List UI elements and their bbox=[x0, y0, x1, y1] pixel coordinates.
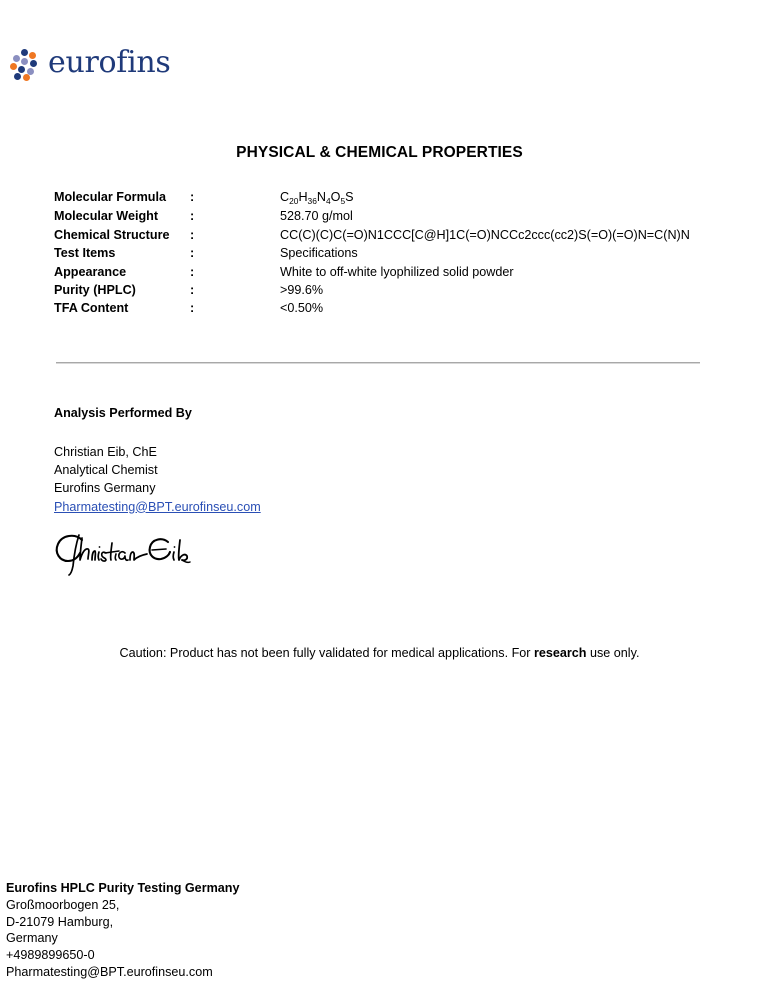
property-separator: : bbox=[190, 209, 195, 224]
property-separator: : bbox=[190, 301, 195, 316]
analysis-details bbox=[54, 443, 261, 516]
eurofins-dots-icon bbox=[10, 49, 42, 81]
table-row bbox=[54, 244, 744, 262]
eurofins-wordmark: eurofins bbox=[48, 45, 171, 80]
section-divider bbox=[56, 362, 700, 364]
property-label: Molecular Formula bbox=[54, 190, 166, 204]
property-value-molecular-formula bbox=[280, 188, 744, 207]
property-label: Appearance bbox=[54, 264, 127, 279]
analyst-email-line bbox=[54, 498, 261, 516]
table-row bbox=[54, 226, 744, 244]
table-row bbox=[54, 188, 744, 207]
property-value-purity: >99.6% bbox=[280, 283, 324, 298]
analyst-organization: Eurofins Germany bbox=[54, 481, 156, 496]
signature-strokes-icon bbox=[52, 530, 192, 578]
property-value-chemical-structure: CC(C)(C)C(=O)N1CCC[C@H]1C(=O)NCCc2ccc(cc2)S(=O)(=O)N=C(N)N bbox=[280, 227, 690, 242]
caution-emphasis: research bbox=[533, 646, 587, 660]
formula-text: $C_{20}H_{36}N_4O_5S$ bbox=[280, 190, 354, 206]
caution-notice bbox=[0, 646, 759, 660]
property-label: Test Items bbox=[54, 246, 116, 261]
analyst-role: Analytical Chemist bbox=[54, 463, 158, 478]
analysis-heading: Analysis Performed By bbox=[54, 406, 192, 420]
signature-image bbox=[52, 530, 192, 578]
footer-country: Germany bbox=[6, 931, 58, 946]
caution-suffix: use only. bbox=[586, 646, 640, 660]
property-separator: : bbox=[190, 227, 195, 242]
analyst-email-link[interactable]: Pharmatesting@BPT.eurofinseu.com bbox=[54, 499, 261, 514]
footer-email: Pharmatesting@BPT.eurofinseu.com bbox=[6, 964, 213, 979]
property-separator: : bbox=[190, 190, 195, 204]
footer-company-name: Eurofins HPLC Purity Testing Germany bbox=[6, 881, 240, 895]
property-label: Molecular Weight bbox=[54, 209, 159, 224]
property-value-molecular-weight: 528.70 g/mol bbox=[280, 209, 353, 224]
footer-street: Großmoorbogen 25, bbox=[6, 897, 120, 912]
table-row bbox=[54, 299, 744, 317]
analyst-name: Christian Eib, ChE bbox=[54, 445, 157, 459]
footer-address-block bbox=[6, 880, 240, 981]
property-separator: : bbox=[190, 264, 195, 279]
table-row bbox=[54, 207, 744, 225]
page-title: PHYSICAL & CHEMICAL PROPERTIES bbox=[236, 144, 523, 161]
property-label: Chemical Structure bbox=[54, 227, 170, 242]
property-separator: : bbox=[190, 283, 195, 298]
property-label: TFA Content bbox=[54, 301, 129, 316]
footer-city: D-21079 Hamburg, bbox=[6, 914, 114, 929]
eurofins-logo bbox=[10, 45, 171, 81]
properties-table bbox=[54, 188, 744, 318]
footer-phone: +4989899650-0 bbox=[6, 948, 95, 963]
caution-prefix: Caution: Product has not been fully validated for medical applications. For bbox=[119, 646, 534, 660]
property-separator: : bbox=[190, 246, 195, 261]
table-row bbox=[54, 281, 744, 299]
property-value-test-items: Specifications bbox=[280, 246, 358, 261]
property-value-appearance: White to off-white lyophilized solid powder bbox=[280, 264, 514, 279]
table-row bbox=[54, 263, 744, 281]
property-value-tfa-content: <0.50% bbox=[280, 301, 324, 316]
properties-table-body bbox=[54, 188, 744, 318]
property-label: Purity (HPLC) bbox=[54, 283, 136, 298]
